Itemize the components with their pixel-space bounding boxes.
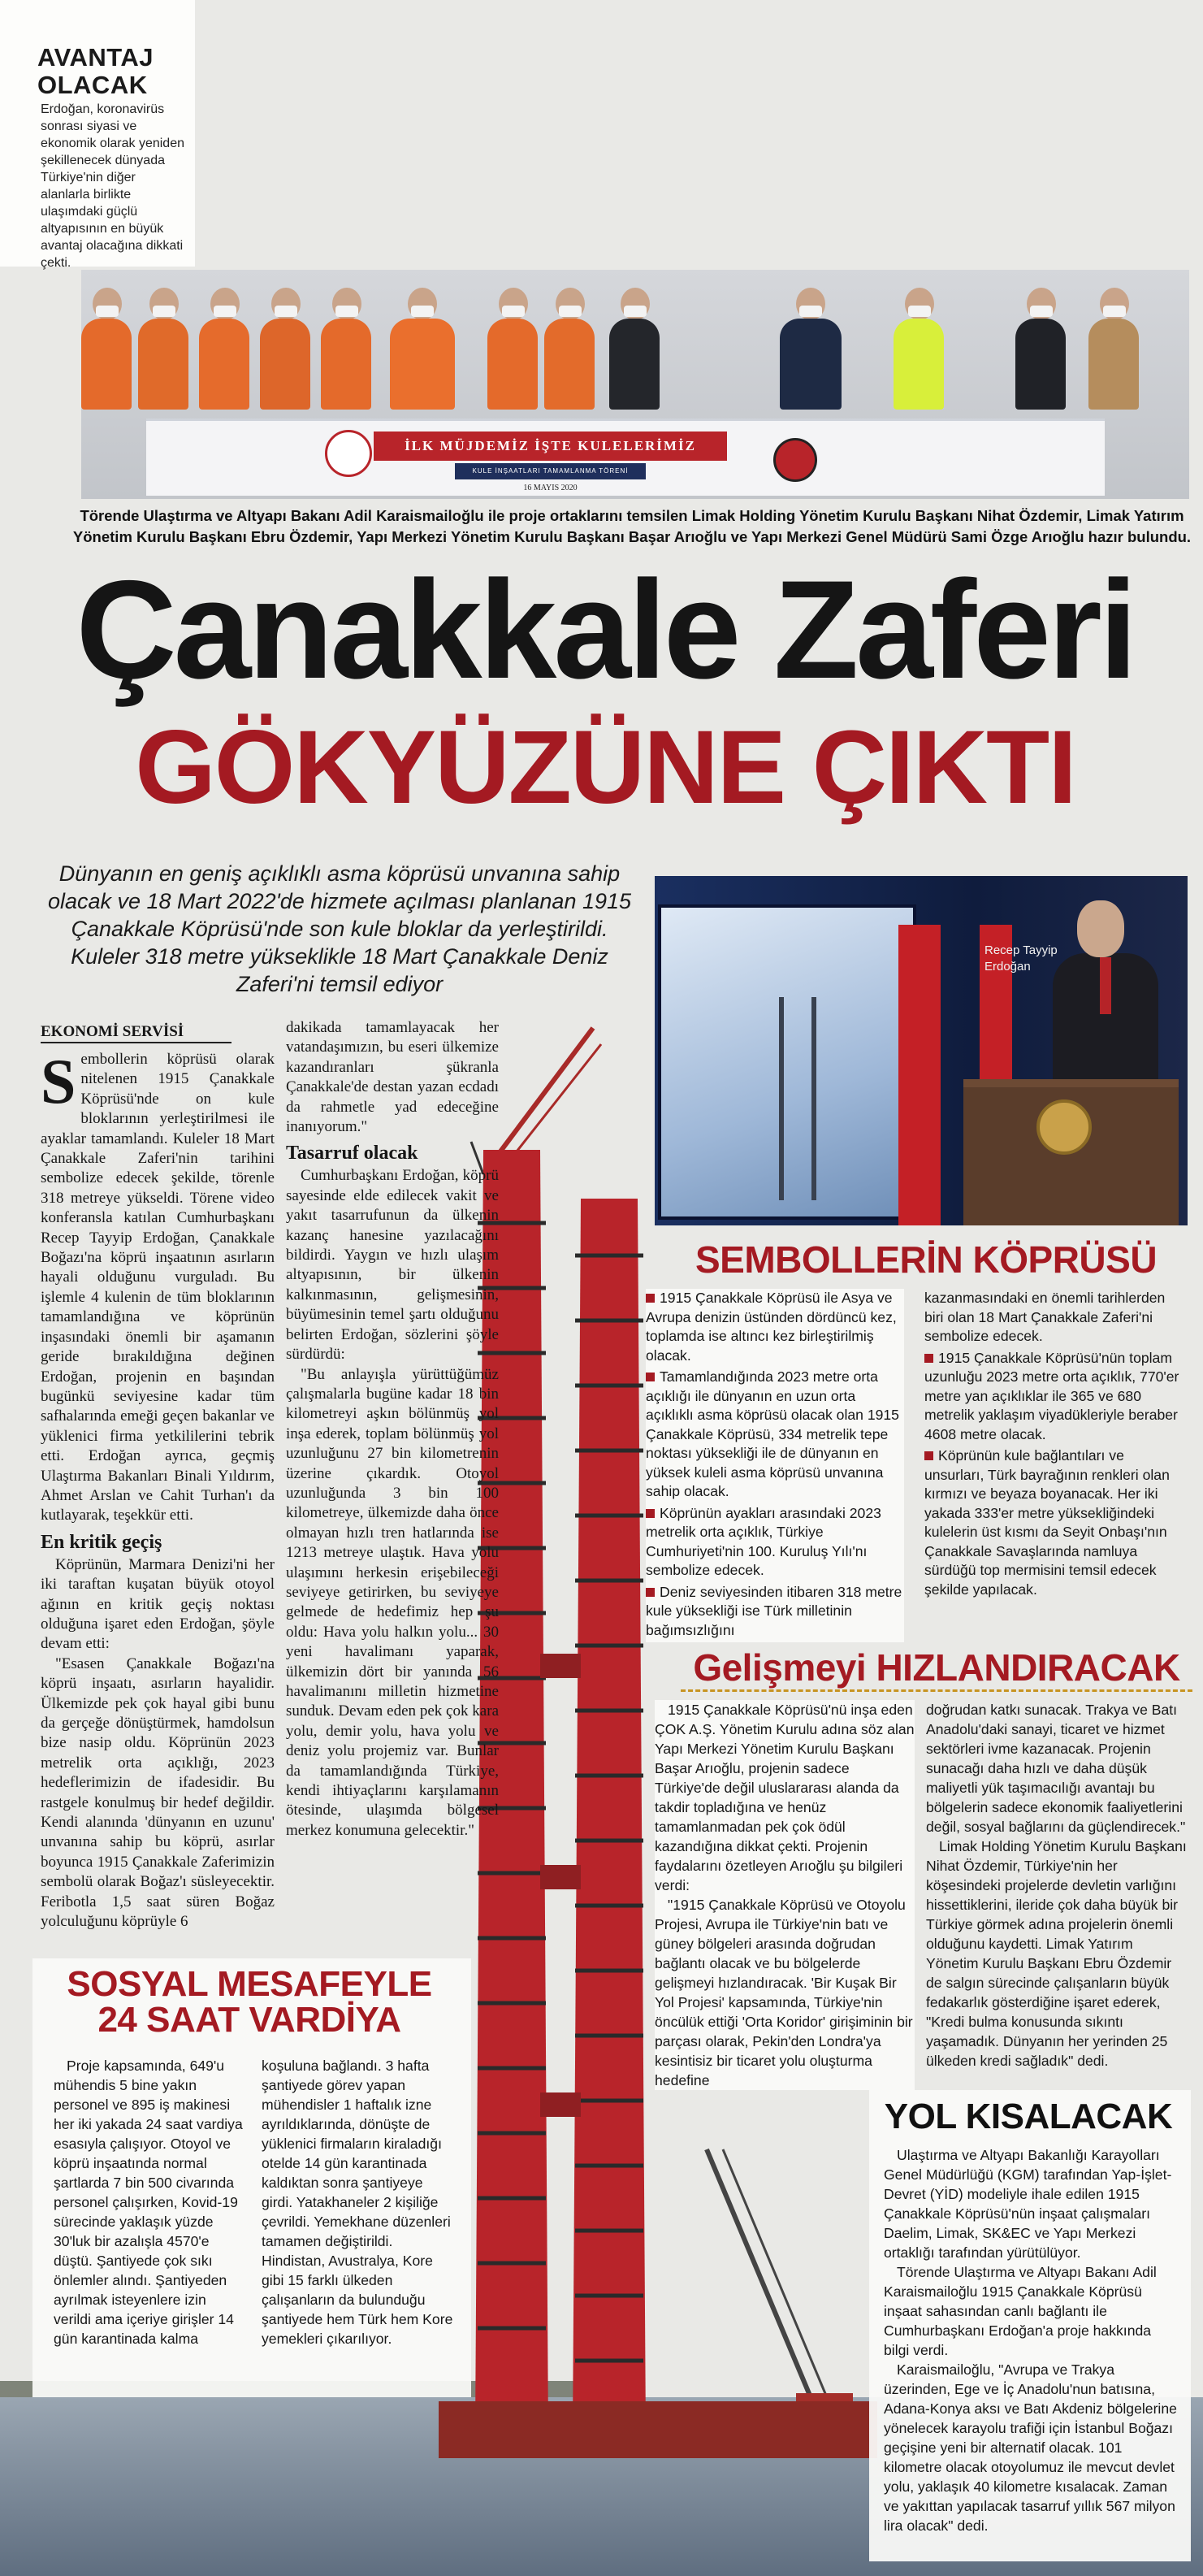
- bullet-item: 1915 Çanakkale Köprüsü ile Asya ve Avrupa denizin üstünden dördüncü kez, toplamda ise altıncı kez birleştirilmiş olacak.: [646, 1290, 897, 1364]
- byline: EKONOMİ SERVİSİ: [41, 1022, 232, 1043]
- subhead-kritik-gecis: En kritik geçiş: [41, 1531, 162, 1553]
- article-paragraph: Proje kapsamında, 649'u mühendis 5 bine yakın personel ve 895 iş makinesi her iki yakada 24 saat vardiya esasıyla çalışıyor. Otoyol ve köprü inşaatında normal şartlarda 7 bin 500 civarında personel çalışırken, Kovid-19 sürecinde yaklaşık yüzde 30'luk bir azalışla 4570'e düştü. Şantiyede çok sıkı önlemler alındı. Şantiyeden ayrılmak isteyenlere izin verildi ama içeriye girişler 14 gün karantinada kalma: [54, 2058, 243, 2347]
- presidential-seal-icon: [1036, 1099, 1092, 1155]
- photo-label: Recep Tayyip Erdoğan: [984, 943, 1058, 974]
- dropcap: S: [41, 1046, 76, 1117]
- article-paragraph: Cumhurbaşkanı Erdoğan, köprü sayesinde elde edilecek vakit ve yakıt tasarrufunun da ülkenin kazanç hanesine yazılacağını bildirdi. Yaygın ve hızlı ulaşım altyapısının, bir ülkenin kalkınmasının, gelişmesinin, büyümesinin temel şartı olduğunu belirten Erdoğan, sözlerini şöyle sürdürdü:: [286, 1167, 499, 1364]
- banner-date: 16 MAYIS 2020: [523, 484, 578, 492]
- banner-main-text: İLK MÜJDEMİZ İŞTE KULELERİMİZ: [374, 432, 727, 461]
- article-column-1: [41, 1046, 275, 1932]
- kgm-logo: [773, 438, 817, 482]
- photo-person: [780, 288, 842, 410]
- bullet-item: Deniz seviyesinden itibaren 318 metre kule yüksekliği ise Türk milletinin bağımsızlığını: [646, 1583, 902, 1638]
- square-bullet-icon: [646, 1294, 655, 1303]
- photo-person: [260, 288, 310, 410]
- photo-person: [138, 288, 188, 410]
- article-paragraph: "Esasen Çanakkale Boğazı'na köprü inşaatı, asırların hayalidir. Ülkemizde pek çok hayal gibi bunu da gerçeğe dönüştürmek, hamdolsun bize nasip oldu. Köprünün 2023 metrelik orta açıklığı, 2023 hedeflerimizin de ifadesidir. Bu rastgele konulmuş bir hedef değildir. Kendi alanında 'dünyanın en uzunu' unvanına sahip bu köprü, asırlar boyunca 1915 Çanakkale Zaferimizin sembolü olarak Boğaz'ı süsleyecektir. Feribotla 1,5 saat süren Boğaz yolculuğunu köprüyle 6: [41, 1654, 275, 1931]
- avantaj-text: Erdoğan, koronavirüs sonrası siyasi ve ekonomik olarak yeniden şekillenecek dünyada Türkiye'nin diğer alanlarla birlikte ulaşımdaki güçlü altyapısının en büyük avantaj olacağına dikkati çekti.: [41, 102, 184, 270]
- ceremony-photo: [81, 270, 1189, 499]
- article-paragraph: 1915 Çanakkale Köprüsü'nü inşa eden ÇOK A.Ş. Yönetim Kurulu adına söz alan Yapı Merkezi Yönetim Kurulu Başkanı Başar Arıoğlu, projenin sadece Türkiye'de değil uluslararası alanda da takdir topladığına ve henüz tamamlanmadan pek çok ödül kazandığına dikkat çekti. Projenin faydalarını özetleyen Arıoğlu şu bilgileri verdi:: [655, 1702, 915, 1893]
- headline-line2: GÖKYÜZÜNE ÇIKTI: [135, 709, 1075, 826]
- article-paragraph: doğrudan katkı sunacak. Trakya ve Batı Anadolu'daki sanayi, ticaret ve hizmet sektörleri ivme kazanacak. Projenin sunacağı daha hızlı ve daha düşük maliyetli yük taşımacılığı avantajı bu bölgelerin sadece ekonomik faaliyetlerini değil, sosyal bağlarını da güçlendirecek.": [926, 1702, 1186, 1835]
- article-paragraph: "1915 Çanakkale Köprüsü ve Otoyolu Projesi, Avrupa ile Türkiye'nin batı ve güney bölgeleri arasında doğrudan bağlantı olacak ve bu bölgelerde gelişmeyi hızlandıracak. 'Bir Kuşak Bir Yol Projesi' kapsamında, Türkiye'nin öncülük ettiği 'Orta Koridor' girişiminin bir parçası olarak, Pekin'den Londra'ya kesintisiz bir ticaret yolu oluşturma hedefine: [655, 1897, 913, 2088]
- photo-person: [1015, 288, 1066, 410]
- photo-person: [894, 288, 944, 410]
- speaker-tie: [1100, 957, 1111, 1014]
- gelisme-left-column: [655, 1700, 915, 2090]
- article-column-2: [286, 1018, 499, 1841]
- section-title-sembollerin: SEMBOLLERİN KÖPRÜSÜ: [695, 1238, 1158, 1281]
- section-title-gelismeyi: Gelişmeyi HIZLANDIRACAK: [681, 1646, 1192, 1692]
- section-title-yol: YOL KISALACAK: [884, 2097, 1173, 2136]
- section-title-sosyal: SOSYAL MESAFEYLE 24 SAAT VARDİYA: [67, 1964, 432, 2040]
- sosyal-left-column: [54, 2056, 247, 2348]
- bullet-item: kazanmasındaki en önemli tarihlerden biri olan 18 Mart Çanakkale Zaferi'ni sembolize edecek.: [924, 1290, 1166, 1344]
- bullet-item: Tamamlandığında 2023 metre orta açıklığı ile dünyanın en uzun orta açıklıklı asma köprüsü olacak olan 1915 Çanakkale Köprüsü, 334 metrelik tepe noktası yüksekliği ile de dünyanın en yüksek kuleli asma köprüsü unvanına sahip olacak.: [646, 1368, 899, 1499]
- article-paragraph: koşuluna bağlandı. 3 hafta şantiyede görev yapan mühendisler 1 haftalık izne ayrıldıklarında, dönüşte de yüklenici firmaların kiraladığı otelde 14 gün karantinada kaldıktan sonra şantiyeye girdi. Yatakhaneler 2 kişiliğe çevrildi. Yemekhane düzenleri tamamen değiştirildi. Hindistan, Avustralya, Kore gibi 15 farklı ülkeden çalışanların da bulunduğu şantiyede hem Türk hem Kore yemekleri çıkarılıyor.: [262, 2058, 453, 2347]
- photo-person: [390, 288, 455, 410]
- bullet-item: Köprünün kule bağlantıları ve unsurları, Türk bayrağının renkleri olan kırmızı ve beyaza boyanacak. Her iki yakada 333'er metre yüksekliğindeki kulelerin üst kısmı da Seyit Onbaşı'nın Çanakkale Savaşlarında namluya sürdüğü top mermisini temsil edecek şekilde yapılacak.: [924, 1447, 1170, 1598]
- photo-person: [609, 288, 660, 410]
- article-paragraph: Törende Ulaştırma ve Altyapı Bakanı Adil Karaismailoğlu 1915 Çanakkale Köprüsü inşaat sahasından canlı bağlantı ile Cumhurbaşkanı Erdoğan'a proje hakkında bilgi verdi.: [884, 2264, 1157, 2358]
- speaker-head: [1077, 900, 1124, 957]
- sosyal-right-column: [262, 2056, 457, 2348]
- avantaj-box: [0, 0, 195, 270]
- square-bullet-icon: [924, 1354, 933, 1363]
- sembol-left-column: [646, 1289, 904, 1642]
- photo-person: [199, 288, 249, 410]
- square-bullet-icon: [646, 1588, 655, 1597]
- square-bullet-icon: [924, 1451, 933, 1460]
- ministry-logo: [325, 430, 372, 477]
- photo-person: [487, 288, 538, 410]
- bullet-item: Köprünün ayakları arasındaki 2023 metrelik orta açıklık, Türkiye Cumhuriyeti'nin 100. Kuruluş Yılı'nı sembolize edecek.: [646, 1504, 881, 1578]
- headline-line1: Çanakkale Zaferi: [76, 552, 1135, 708]
- article-paragraph: Karaismailoğlu, "Avrupa ve Trakya üzerinden, Ege ve İç Anadolu'nun batısına, Adana-Konya aksı ve Batı Akdeniz bölgelerine yönelecek karayolu trafiği için İstanbul Boğazı geçişine yeni bir alternatif olacak. 101 kilometre olacak otoyolumuz ile mevcut devlet yolu, yaklaşık 40 kilometre kısalacak. Zaman ve yakıttan yapılacak tasarruf yıllık 567 milyon lira olacak" dedi.: [884, 2361, 1177, 2534]
- article-paragraph: Ulaştırma ve Altyapı Bakanlığı Karayolları Genel Müdürlüğü (KGM) tarafından Yap-İşlet-Devret (YİD) modeliyle ihale edilen 1915 Çanakkale Köprüsü'nün inşaat çalışmaları Daelim, Limak, SK&EC ve Yapı Merkezi ortaklığı tarafından yürütülüyor.: [884, 2147, 1172, 2261]
- photo-caption: Törende Ulaştırma ve Altyapı Bakanı Adil Karaismailoğlu ile proje ortaklarını temsilen Limak Holding Yönetim Kurulu Başkanı Nihat Özdemir, Limak Yatırım Yönetim Kurulu Başkanı Ebru Özdemir, Yapı Merkezi Yönetim Kurulu Başkanı Başar Arıoğlu ve Yapı Merkezi Genel Müdürü Sami Özge Arıoğlu hazır bulundu.: [72, 507, 1192, 545]
- square-bullet-icon: [646, 1509, 655, 1518]
- bullet-item: 1915 Çanakkale Köprüsü'nün toplam uzunluğu 2023 metre orta açıklık, 770'er metre yan açıklıklar ile 365 ve 680 metrelik yaklaşım viyadükleriyle beraber 4608 metre olacak.: [924, 1349, 1179, 1442]
- photo-person: [1088, 288, 1139, 410]
- banner-sub-text: KULE İNŞAATLARI TAMAMLANMA TÖRENİ: [455, 463, 646, 479]
- article-paragraph: Limak Holding Yönetim Kurulu Başkanı Nihat Özdemir, Türkiye'nin her köşesindeki projelerde devletin varlığını hissettiklerini, ileride çok daha büyük bir Türkiye görmek adına projelerin önemli olduğunu kaydetti. Limak Yatırım Yönetim Kurulu Başkanı Ebru Özdemir de salgın sürecinde çalışanların büyük fedakarlık gösterdiğine işaret ederek, "Kredi bulma konusunda sıkıntı yaşamadık. Dünyanın her yerinden 25 ülkeden kredi sağladık" dedi.: [926, 1838, 1187, 2069]
- subhead-tasarruf: Tasarruf olacak: [286, 1143, 418, 1164]
- photo-person: [81, 288, 132, 410]
- yol-column: [884, 2145, 1179, 2535]
- article-paragraph: "Bu anlayışla yürüttüğümüz çalışmalarla bugüne kadar 18 bin kilometreyi aşkın bölünmüş yol inşa ederek, toplam bölünmüş yol uzunluğunu 27 bin kilometrenin üzerine çıkardık. Otoyol uzunluğunda 3 bin 100 kilometreye, ülkemizde daha önce olmayan hızlı tren hatlarında ise 1213 metreye ulaştık. Hava yolu ulaşımını herkesin erişebileceği seviyeye getirirken, bu seviyeye gelmede de hedefimiz hep şu oldu: Hava yolu halkın yolu... 30 yeni havalimanı yaparak, ülkemizin dört bir yanında 56 havalimanını milletin hizmetine sunduk. Devam eden pek çok kara yolu, demir yolu, hava yolu ve deniz yolu projemiz var. Bunlar da tamamlandığında Türkiye, kendi ihtiyaçlarını karşılamanın ötesinde, ulaşımda bölgesel merkez konumuna gelecektir.": [286, 1365, 499, 1839]
- article-paragraph: dakikada tamamlayacak her vatandaşımızın, bu eseri ülkemize kazandıranları şükranla Çanakkale'de destan yazan ecdadı da rahmetle yad edeceğine inanıyorum.": [286, 1019, 499, 1136]
- gelisme-right-column: [926, 1700, 1188, 2071]
- sembol-right-column: [924, 1289, 1186, 1602]
- article-paragraph: Sembollerin köprüsü olarak nitelenen 1915 Çanakkale Köprüsü'nde on kule bloklarının yerleştirilmesi ile ayaklar tamamlandı. Kuleler 18 Mart Çanakkale Zaferi'nin tarihini sembolize edecek şekilde, törenle 318 metreye yükseldi. Törene video konferansla katılan Cumhurbaşkanı Recep Tayyip Erdoğan, Çanakkale Boğazı'na köprü inşaatının asırların hayali olduğunu vurguladı. Bu işlemle 4 kulenin de tüm bloklarının tamamlandığına ve köprünün inşasındaki önemli bir aşamanın geride bırakıldığına değinen Erdoğan, projenin en başından bugünkü seviyesine kadar tüm safhalarında emeği geçen bakanlar ve yüklenici firma yetkililerini tebrik etti. Erdoğan ayrıca, geçmiş Ulaştırma Bakanları Binali Yıldırım, Ahmet Arslan ve Cahit Turhan'ı da kutlayarak, teşekkür etti.: [41, 1046, 275, 1524]
- square-bullet-icon: [646, 1373, 655, 1381]
- photo-person: [544, 288, 595, 410]
- article-paragraph: Köprünün, Marmara Denizi'ni her iki taraftan kuşatan büyük otoyol ağının en kritik geçiş noktası olduğuna işaret eden Erdoğan, şöyle devam etti:: [41, 1555, 275, 1653]
- photo-person: [321, 288, 371, 410]
- avantaj-title: AVANTAJ OLACAK: [37, 43, 154, 99]
- deck-text: Dünyanın en geniş açıklıklı asma köprüsü unvanına sahip olacak ve 18 Mart 2022'de hizmete açılması planlanan 1915 Çanakkale Köprüsü'nde son kule bloklar da yerleştirildi. Kuleler 318 metre yükseklikle 18 Mart Çanakkale Deniz Zaferi'ni temsil ediyor: [47, 861, 632, 996]
- turkish-flag: [898, 925, 941, 1225]
